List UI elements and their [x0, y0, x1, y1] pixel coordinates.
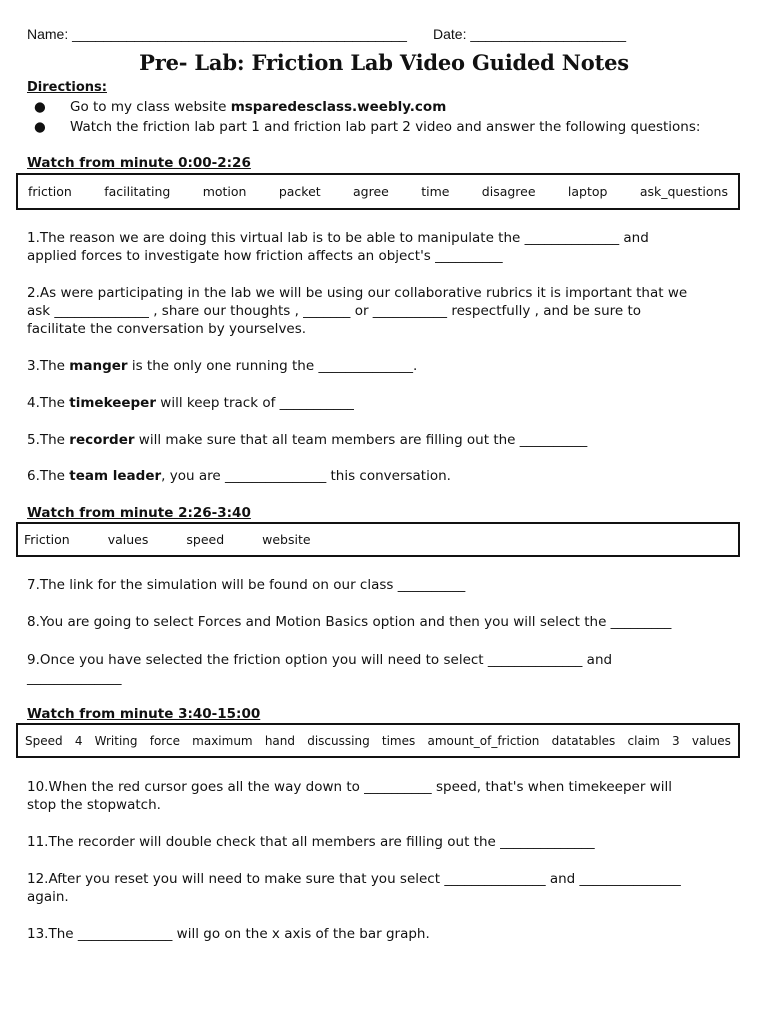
word-bank-word: 3 [672, 733, 680, 748]
word-bank-word: Friction [24, 532, 70, 547]
section-heading-2: Watch from minute 2:26-3:40 [27, 505, 251, 521]
question-6-role: team leader [69, 468, 162, 484]
word-bank-word: datatables [551, 733, 616, 748]
page-title: Pre- Lab: Friction Lab Video Guided Notes [139, 50, 629, 75]
question-8-line-1: 8.You are going to select Forces and Motion Basics option and then you will select the _________ [27, 614, 672, 630]
question-13-line-1: 13.The ______________ will go on the x axis of the bar graph. [27, 926, 430, 942]
question-9-line-1: 9.Once you have selected the friction option you will need to select ______________ and [27, 652, 613, 668]
question-10-line-1: 10.When the red cursor goes all the way down to __________ speed, that's when timekeeper will [27, 779, 673, 795]
word-bank-word: ask_questions [639, 184, 728, 199]
section-heading-3: Watch from minute 3:40-15:00 [27, 706, 261, 722]
word-bank-word: website [262, 532, 311, 547]
word-bank-word: Speed [25, 733, 63, 748]
question-10-line-2: stop the stopwatch. [27, 797, 161, 813]
word-bank-word: claim [627, 733, 660, 748]
question-5-role: recorder [69, 432, 135, 448]
directions-item [30, 117, 700, 137]
word-bank-word: maximum [192, 733, 253, 748]
directions-item [30, 97, 700, 117]
name-label: Name: [27, 26, 73, 42]
question-1-line-2: applied forces to investigate how friction affects an object's __________ [27, 248, 503, 264]
question-9-line-2: ______________ [27, 670, 122, 686]
word-bank-word: disagree [481, 184, 536, 199]
name-blank[interactable]: ___________________________________________ [72, 26, 407, 42]
question-4-pre: 4.The [27, 395, 70, 411]
question-12-line-2: again. [27, 889, 69, 905]
word-bank-word: laptop [567, 184, 608, 199]
word-bank-word: force [149, 733, 180, 748]
question-4-post: will keep track of ___________ [156, 395, 354, 411]
word-bank-word: facilitating [104, 184, 171, 199]
question-2-line-3: facilitate the conversation by yourselves. [27, 321, 307, 337]
word-bank-word: amount_of_friction [427, 733, 540, 748]
word-bank-word: discussing [307, 733, 370, 748]
bullet-icon: ● [34, 119, 46, 135]
question-3 [27, 357, 742, 375]
directions-list [30, 97, 700, 137]
date-label: Date: [433, 26, 471, 42]
directions-item-text: Go to my class website [70, 99, 231, 115]
word-bank-word: packet [278, 184, 321, 199]
question-11 [27, 833, 742, 851]
directions-label: Directions: [27, 80, 107, 95]
question-6-post: , you are _______________ this conversation. [161, 468, 451, 484]
word-bank-word: agree [353, 184, 389, 199]
question-4-role: timekeeper [69, 395, 156, 411]
word-bank-word: Writing [94, 733, 138, 748]
word-bank-1 [16, 173, 740, 210]
question-6 [27, 467, 742, 485]
question-3-role: manger [69, 358, 128, 374]
date-blank[interactable]: ____________________ [470, 26, 627, 42]
name-field[interactable] [27, 26, 407, 42]
question-2-line-1: 2.As were participating in the lab we will be using our collaborative rubrics it is important that we [27, 285, 688, 301]
question-2 [27, 284, 742, 338]
word-bank-word: values [691, 733, 731, 748]
question-10 [27, 778, 742, 814]
word-bank-3 [16, 723, 740, 758]
question-6-pre: 6.The [27, 468, 70, 484]
question-7 [27, 576, 742, 594]
question-4 [27, 394, 742, 412]
section-heading-1: Watch from minute 0:00-2:26 [27, 155, 251, 171]
word-bank-word: values [107, 532, 149, 547]
question-12 [27, 870, 742, 906]
date-field[interactable] [433, 26, 626, 42]
website-link[interactable]: msparedesclass.weebly.com [230, 99, 447, 115]
word-bank-word: motion [202, 184, 247, 199]
word-bank-word: speed [186, 532, 225, 547]
question-7-line-1: 7.The link for the simulation will be found on our class __________ [27, 577, 466, 593]
question-11-line-1: 11.The recorder will double check that all members are filling out the ______________ [27, 834, 595, 850]
directions-item-text: Watch the friction lab part 1 and friction lab part 2 video and answer the following questions: [70, 119, 701, 135]
word-bank-word: friction [28, 184, 72, 199]
question-9 [27, 651, 742, 687]
word-bank-2 [16, 522, 740, 557]
word-bank-word: times [381, 733, 416, 748]
bullet-icon: ● [34, 99, 46, 115]
word-bank-word: time [421, 184, 450, 199]
question-5-post: will make sure that all team members are filling out the __________ [134, 432, 588, 448]
question-3-pre: 3.The [27, 358, 70, 374]
word-bank-word: hand [264, 733, 296, 748]
question-1-line-1: 1.The reason we are doing this virtual lab is to be able to manipulate the ______________ and [27, 230, 649, 246]
question-1 [27, 229, 742, 265]
question-12-line-1: 12.After you reset you will need to make sure that you select _______________ and _______________ [27, 871, 681, 887]
question-3-post: is the only one running the ______________. [127, 358, 418, 374]
question-5-pre: 5.The [27, 432, 70, 448]
word-bank-word: 4 [74, 733, 83, 748]
question-5 [27, 431, 742, 449]
question-13 [27, 925, 742, 943]
question-8 [27, 613, 742, 631]
question-2-line-2: ask ______________ , share our thoughts , _______ or ___________ respectfully , and be sure to [27, 303, 642, 319]
